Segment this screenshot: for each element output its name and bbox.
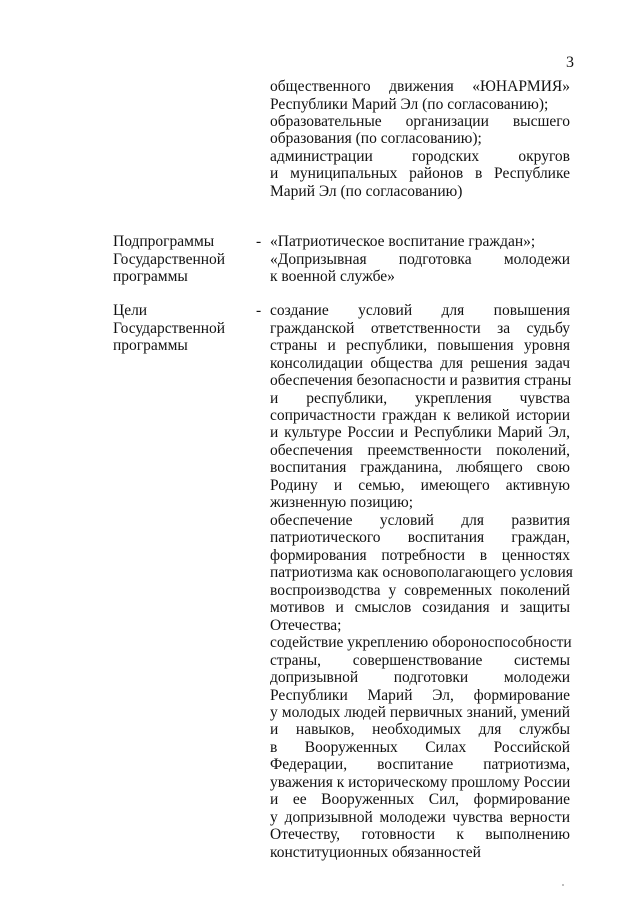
text-line: и ее Вооруженных Сил, формирование [270,791,570,808]
text-line: Марий Эл (по согласованию) [270,183,463,200]
section-label: программы [113,337,188,354]
text-line: Отечеству, готовности к выполнению [270,826,570,843]
text-line: обеспечения безопасности и развития страны [270,372,572,389]
text-line: гражданской ответственности за судьбу [270,320,570,337]
text-line: создание условий для повышения [270,302,570,319]
text-line: уважения к историческому прошлому России [270,774,571,791]
text-line: и муниципальных районов в Республике [270,165,570,182]
scan-speck [562,884,564,886]
text-line: в Вооруженных Силах Российской [270,739,570,756]
text-line: администрации городских округов [270,148,570,165]
text-line: страны и республики, повышения уровня [270,337,570,354]
text-line: образования (по согласованию); [270,130,482,147]
page-number: 3 [566,54,574,71]
text-line: патриотизма как основополагающего условия [270,564,573,581]
text-line: воспроизводства у современных поколений [270,582,570,599]
text-line: консолидации общества для решения задач [270,355,570,372]
text-line: мотивов и смыслов созидания и защиты [270,599,570,616]
text-line: содействие укреплению обороноспособности [270,634,572,651]
section-label: программы [113,268,188,285]
section-label: Государственной [113,320,226,337]
text-line: Отечества; [270,617,342,634]
text-line: Родину и семью, имеющего активную [270,477,570,494]
text-line: и республики, укрепления чувства [270,390,570,407]
section-label: Цели [113,302,148,319]
text-line: и навыков, необходимых для службы [270,721,570,738]
text-line: «Допризывная подготовка молодежи [270,251,570,268]
section-dash: - [256,233,262,250]
text-line: формирования потребности в ценностях [270,547,570,564]
text-line: Республики Марий Эл, формирование [270,687,570,704]
text-line: патриотического воспитания граждан, [270,529,570,546]
text-line: жизненную позицию; [270,494,414,511]
text-line: общественного движения «ЮНАРМИЯ» [270,78,570,95]
text-line: обеспечения преемственности поколений, [270,442,570,459]
section-label: Подпрограммы [113,233,215,250]
text-line: у допризывной молодежи чувства верности [270,809,570,826]
text-line: Республики Марий Эл (по согласованию); [270,96,549,113]
text-line: у молодых людей первичных знаний, умений [270,704,570,721]
text-line: допризывной подготовки молодежи [270,669,570,686]
text-line: сопричастности граждан к великой истории [270,407,570,424]
text-line: воспитания гражданина, любящего свою [270,459,570,476]
text-line: и культуре России и Республики Марий Эл, [270,424,570,441]
text-line: образовательные организации высшего [270,113,570,130]
text-line: конституционных обязанностей [270,844,481,861]
text-line: к военной службе» [270,268,395,285]
section-label: Государственной [113,251,226,268]
text-line: Федерации, воспитание патриотизма, [270,756,570,773]
section-dash: - [256,302,262,319]
text-line: страны, совершенствование системы [270,652,570,669]
text-line: обеспечение условий для развития [270,512,570,529]
text-line: «Патриотическое воспитание граждан»; [270,233,536,250]
